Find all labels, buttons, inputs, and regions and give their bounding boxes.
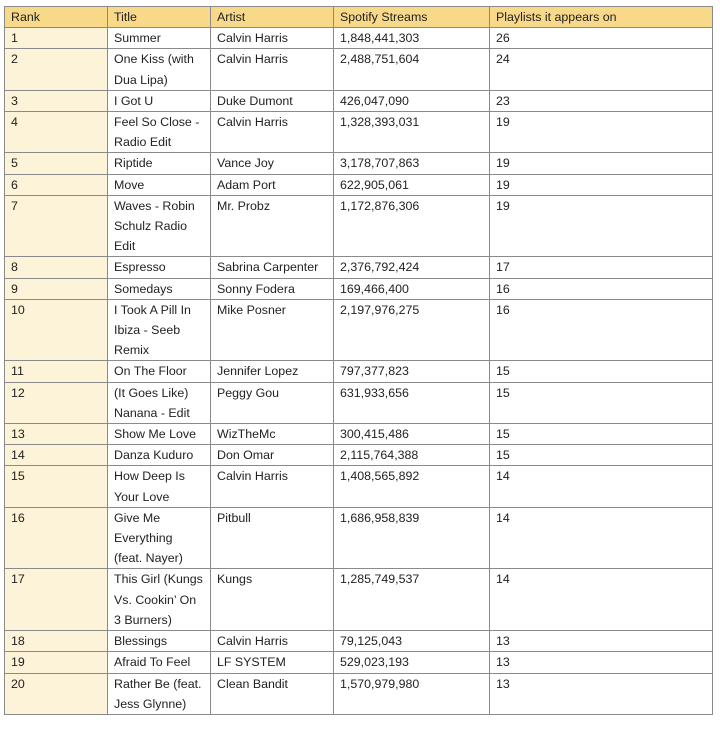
cell-artist: Mike Posner <box>211 299 334 361</box>
cell-artist: Sabrina Carpenter <box>211 257 334 278</box>
table-row <box>5 49 713 90</box>
cell-playlists: 16 <box>490 299 713 361</box>
cell-rank: 13 <box>5 424 108 445</box>
cell-artist: Vance Joy <box>211 153 334 174</box>
cell-title: How Deep Is Your Love <box>108 466 211 507</box>
cell-artist: WizTheMc <box>211 424 334 445</box>
cell-streams: 622,905,061 <box>334 174 490 195</box>
cell-playlists: 16 <box>490 278 713 299</box>
cell-rank: 4 <box>5 112 108 153</box>
cell-title: This Girl (Kungs Vs. Cookin’ On 3 Burners) <box>108 569 211 631</box>
cell-streams: 1,408,565,892 <box>334 466 490 507</box>
cell-rank: 5 <box>5 153 108 174</box>
cell-title: Show Me Love <box>108 424 211 445</box>
cell-title: (It Goes Like) Nanana - Edit <box>108 382 211 423</box>
cell-playlists: 14 <box>490 507 713 569</box>
cell-title: One Kiss (with Dua Lipa) <box>108 49 211 90</box>
cell-rank: 11 <box>5 361 108 382</box>
streams-table <box>4 6 713 715</box>
cell-playlists: 15 <box>490 382 713 423</box>
cell-artist: Calvin Harris <box>211 631 334 652</box>
header-streams: Spotify Streams <box>334 7 490 28</box>
cell-playlists: 13 <box>490 652 713 673</box>
table-row <box>5 631 713 652</box>
table-row <box>5 257 713 278</box>
cell-playlists: 15 <box>490 424 713 445</box>
cell-playlists: 13 <box>490 631 713 652</box>
cell-title: Rather Be (feat. Jess Glynne) <box>108 673 211 714</box>
table-row <box>5 299 713 361</box>
cell-rank: 1 <box>5 28 108 49</box>
cell-streams: 300,415,486 <box>334 424 490 445</box>
cell-streams: 2,197,976,275 <box>334 299 490 361</box>
cell-rank: 20 <box>5 673 108 714</box>
cell-streams: 1,285,749,537 <box>334 569 490 631</box>
cell-rank: 7 <box>5 195 108 257</box>
cell-title: Riptide <box>108 153 211 174</box>
cell-artist: Adam Port <box>211 174 334 195</box>
cell-streams: 797,377,823 <box>334 361 490 382</box>
table-row <box>5 174 713 195</box>
cell-streams: 1,848,441,303 <box>334 28 490 49</box>
cell-playlists: 24 <box>490 49 713 90</box>
cell-rank: 15 <box>5 466 108 507</box>
table-row <box>5 28 713 49</box>
table-row <box>5 153 713 174</box>
cell-streams: 1,570,979,980 <box>334 673 490 714</box>
cell-title: Afraid To Feel <box>108 652 211 673</box>
cell-rank: 18 <box>5 631 108 652</box>
table-row <box>5 652 713 673</box>
table-row <box>5 195 713 257</box>
cell-streams: 631,933,656 <box>334 382 490 423</box>
cell-streams: 1,328,393,031 <box>334 112 490 153</box>
header-row <box>5 7 713 28</box>
cell-title: Move <box>108 174 211 195</box>
cell-artist: Pitbull <box>211 507 334 569</box>
cell-artist: Calvin Harris <box>211 28 334 49</box>
cell-title: Somedays <box>108 278 211 299</box>
cell-rank: 14 <box>5 445 108 466</box>
cell-streams: 2,376,792,424 <box>334 257 490 278</box>
cell-rank: 2 <box>5 49 108 90</box>
cell-streams: 426,047,090 <box>334 90 490 111</box>
cell-artist: LF SYSTEM <box>211 652 334 673</box>
cell-artist: Calvin Harris <box>211 49 334 90</box>
cell-playlists: 15 <box>490 445 713 466</box>
cell-artist: Peggy Gou <box>211 382 334 423</box>
header-title: Title <box>108 7 211 28</box>
cell-artist: Calvin Harris <box>211 112 334 153</box>
table-row <box>5 424 713 445</box>
cell-streams: 1,172,876,306 <box>334 195 490 257</box>
cell-artist: Mr. Probz <box>211 195 334 257</box>
table-row <box>5 382 713 423</box>
table-row <box>5 673 713 714</box>
cell-title: Summer <box>108 28 211 49</box>
cell-title: Danza Kuduro <box>108 445 211 466</box>
cell-playlists: 26 <box>490 28 713 49</box>
cell-rank: 10 <box>5 299 108 361</box>
table-row <box>5 90 713 111</box>
cell-artist: Clean Bandit <box>211 673 334 714</box>
table-row <box>5 466 713 507</box>
cell-playlists: 19 <box>490 195 713 257</box>
cell-title: I Got U <box>108 90 211 111</box>
cell-title: Feel So Close - Radio Edit <box>108 112 211 153</box>
cell-playlists: 19 <box>490 153 713 174</box>
table-row <box>5 507 713 569</box>
cell-artist: Duke Dumont <box>211 90 334 111</box>
cell-playlists: 19 <box>490 112 713 153</box>
cell-rank: 12 <box>5 382 108 423</box>
cell-title: Blessings <box>108 631 211 652</box>
cell-playlists: 13 <box>490 673 713 714</box>
cell-rank: 19 <box>5 652 108 673</box>
cell-title: Waves - Robin Schulz Radio Edit <box>108 195 211 257</box>
cell-title: On The Floor <box>108 361 211 382</box>
cell-artist: Jennifer Lopez <box>211 361 334 382</box>
header-playlists: Playlists it appears on <box>490 7 713 28</box>
cell-playlists: 14 <box>490 466 713 507</box>
table-row <box>5 112 713 153</box>
cell-playlists: 17 <box>490 257 713 278</box>
table-row <box>5 361 713 382</box>
cell-rank: 9 <box>5 278 108 299</box>
cell-rank: 6 <box>5 174 108 195</box>
table-row <box>5 445 713 466</box>
cell-artist: Sonny Fodera <box>211 278 334 299</box>
cell-playlists: 23 <box>490 90 713 111</box>
cell-artist: Don Omar <box>211 445 334 466</box>
cell-streams: 3,178,707,863 <box>334 153 490 174</box>
cell-streams: 2,115,764,388 <box>334 445 490 466</box>
cell-rank: 17 <box>5 569 108 631</box>
cell-title: I Took A Pill In Ibiza - Seeb Remix <box>108 299 211 361</box>
cell-streams: 1,686,958,839 <box>334 507 490 569</box>
cell-rank: 8 <box>5 257 108 278</box>
cell-playlists: 15 <box>490 361 713 382</box>
cell-artist: Kungs <box>211 569 334 631</box>
header-artist: Artist <box>211 7 334 28</box>
table-row <box>5 278 713 299</box>
cell-playlists: 19 <box>490 174 713 195</box>
cell-streams: 2,488,751,604 <box>334 49 490 90</box>
cell-streams: 529,023,193 <box>334 652 490 673</box>
cell-streams: 79,125,043 <box>334 631 490 652</box>
cell-title: Give Me Everything (feat. Nayer) <box>108 507 211 569</box>
cell-playlists: 14 <box>490 569 713 631</box>
cell-rank: 3 <box>5 90 108 111</box>
cell-title: Espresso <box>108 257 211 278</box>
header-rank: Rank <box>5 7 108 28</box>
cell-rank: 16 <box>5 507 108 569</box>
table-row <box>5 569 713 631</box>
cell-artist: Calvin Harris <box>211 466 334 507</box>
cell-streams: 169,466,400 <box>334 278 490 299</box>
